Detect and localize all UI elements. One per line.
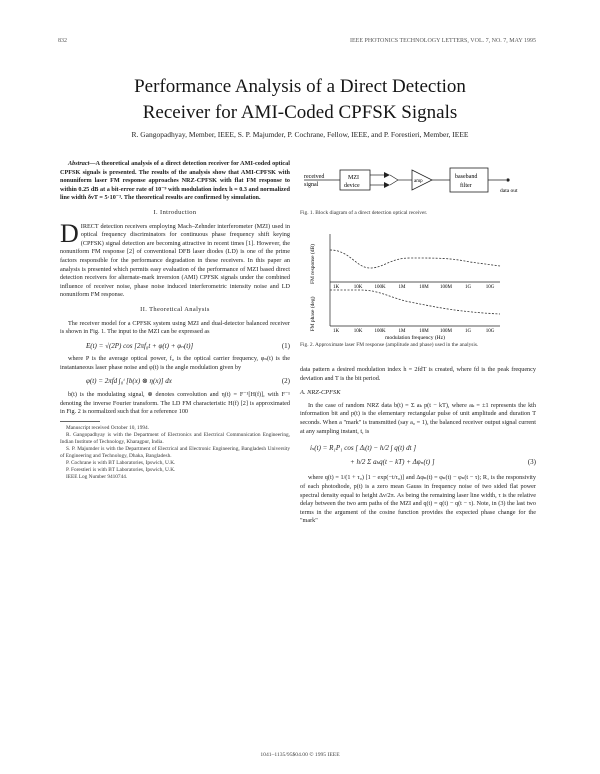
lower-tick-label: 10M	[419, 329, 429, 334]
upper-tick-label: 1M	[398, 285, 406, 290]
nrz-heading: A. NRZ-CPFSK	[300, 389, 341, 397]
equation-3-line-1	[300, 444, 536, 453]
theory-paragraph-3: b(t) is the modulating signal, ⊗ denotes convolution and η(t) = F⁻¹[H(f)], with F⁻¹ denoting the inverse Fourier transform. The LD FM characteristic H(f) [2] is approximated in Fig. 2 is normalized such that for a reference 100	[60, 391, 290, 416]
upper-tick-label: 10K	[353, 285, 363, 290]
upper-tick-label: 100M	[440, 285, 452, 290]
fm-response-plot	[300, 228, 540, 340]
footnote-rule	[60, 421, 100, 422]
right-column	[300, 366, 536, 529]
right-paragraph-2: In the case of random NRZ data b(t) = Σ aₖ p(t − kT), where aₖ = ±1 represents the kth information bit and p(t) is the elementary rectangular pulse of unit amplitude and duration T seconds. When a "mark" is transmitted (say a₀ = 1), the balanced receiver output signal current at any sampling instant, t, is	[300, 401, 536, 435]
filter-label-1: baseband	[455, 174, 478, 180]
theory-paragraph-1: The receiver model for a CPFSK system using MZI and dual-detector balanced receiver is shown in Fig. 1. The input to the MZI can be expressed as	[60, 319, 290, 336]
paper-title	[60, 74, 540, 126]
lower-tick-label: 1K	[332, 329, 340, 334]
running-header: IEEE PHOTONICS TECHNOLOGY LETTERS, VOL. 7, NO. 7, MAY 1995	[350, 38, 536, 44]
output-node	[506, 178, 509, 181]
upper-tick-label: 10M	[419, 285, 429, 290]
upper-tick-label: 10G	[485, 285, 495, 290]
y-axis-label-top: FM response (dB)	[310, 243, 316, 285]
fm-phase-curve	[330, 290, 500, 314]
equation-3-body-1: iₛ(t) = R₁P₁ cos [ Δᵢ(t) − h/2 ∫ q(t) dt ]	[310, 444, 417, 453]
equation-3-line-2	[300, 458, 536, 467]
photodiode-upper-icon	[384, 172, 390, 178]
figure-2-caption: Fig. 2. Approximate laser FM response (amplitude and phase) used in the analysis.	[300, 342, 479, 348]
fm-amplitude-curve	[330, 250, 500, 268]
intro-heading: I. Introduction	[153, 208, 197, 216]
intro-paragraph	[60, 218, 290, 300]
mzi-label-2: device	[344, 183, 360, 189]
combine-line-upper	[390, 175, 398, 180]
photodiode-lower-icon	[384, 182, 390, 188]
intro-text: IRECT detection receivers employing Mach–Zehnder interferometer (MZI) used in optical frequency discriminators for continuous phase frequency shift keying (CPFSK) signal detection are becoming attractive in recent times [1]. However, the nonuniform FM response [2] of conventional DFB laser diodes (LD) is one of the prime factors responsible for the performance degradation in these receivers. In this paper an analysis is presented which permits easy evaluation of the performance of MZI based direct detection receivers for alternate-mark inversion (AMI) CPFSK signals under the combined influence of receiver noise, phase noise induced interferometric intensity noise and LD nonuniform FM response.	[60, 222, 290, 299]
equation-1-body: E(t) = √(2P) cos [2πf₀t + φ(t) + φₙ(t)]	[86, 341, 194, 350]
footnote: S. P. Majumder is with the Department of Electrical and Electronic Engineering, Bangladesh University of Engineering and Technology, Dhaka, Bangladesh.	[60, 445, 290, 459]
abstract-label: Abstract—	[68, 160, 96, 167]
author-list: R. Gangopadhyay, Member, IEEE, S. P. Majumder, P. Cochrane, Fellow, IEEE, and P. Forestieri, Member, IEEE	[131, 130, 469, 139]
footnote: IEEE Log Number 9410744.	[66, 473, 128, 480]
lower-tick-label: 1M	[398, 329, 406, 334]
equation-2-body: φ(t) = 2πfd ∫₀ᵗ [b(x) ⊗ η(x)] dx	[86, 377, 172, 386]
equation-3-number: (3)	[527, 457, 536, 466]
left-column	[60, 160, 290, 481]
equation-1	[60, 342, 290, 351]
combine-line-lower	[390, 180, 398, 185]
lower-tick-label: 100K	[374, 329, 386, 334]
footnote: P. Cochrane is with BT Laboratories, Ipswich, U.K.	[66, 459, 176, 466]
y-axis-label-bottom: FM phase (deg)	[310, 296, 316, 332]
footnote: R. Gangopadhyay is with the Department of Electronics and Electrical Communication Engineering, Indian Institute of Technology, Kharagpur, India.	[60, 431, 290, 445]
theory-heading: II. Theoretical Analysis	[140, 305, 210, 313]
x-axis-label: modulation frequency (Hz)	[385, 335, 445, 340]
theory-paragraph-2: where P is the average optical power, f₀ is the optical carrier frequency, φₙ(t) is the instantaneous laser phase noise and φ(t) is the angle modulation given by	[60, 355, 290, 371]
figure-1-caption: Fig. 1. Block diagram of a direct detection optical receiver.	[300, 210, 428, 216]
equation-2-number: (2)	[281, 377, 290, 386]
upper-tick-label: 1K	[332, 285, 340, 290]
drop-cap: D	[60, 218, 79, 248]
mzi-label-1: MZI	[348, 175, 359, 181]
right-paragraph-1: data pattern a desired modulation index h = 2fdT is created, where fd is the peak frequency deviation and T is the bit period.	[300, 366, 536, 382]
right-paragraph-3: where q(t) = 1/(1 + τ₀) [1 − exp(−t/τ₀)] and Δφₙ(t) = φₙ(t) − φₙ(t − τ); R₁ is the responsivity of each photodiode, p(t) is a zero mean Gauss in frequency noise of two sided flat power spectral density equal to height Δν/2π. As being the remaining laser line width, τ is the relative delay between the two arm paths of the MZI and q(t) = q(t) − q(t − τ). Note, in (3) the last two terms in the argument of the cosine function provides the expected phase change for the "mark"	[300, 474, 536, 525]
footnote: Manuscript received October 10, 1994.	[66, 424, 149, 431]
filter-label-2: filter	[460, 183, 472, 189]
equation-3-body-2: + h/2 Σ aₖq(t − kT) + Δφₙ(t) ]	[350, 457, 435, 466]
amp-label: amp	[414, 179, 423, 184]
input-label-2: signal	[304, 182, 319, 188]
lower-tick-label: 10G	[485, 329, 495, 334]
footnote: P. Forestieri is with BT Laboratories, Ipswich, U.K.	[66, 466, 176, 473]
input-label-1: received	[304, 174, 325, 180]
lower-tick-label: 100M	[440, 329, 452, 334]
upper-tick-label: 100K	[374, 285, 386, 290]
title-line-2: Receiver for AMI-Coded CPFSK Signals	[142, 102, 458, 123]
lower-tick-label: 10K	[353, 329, 363, 334]
page-number: 832	[58, 38, 67, 44]
abstract-text: A theoretical analysis of a direct detection receiver for AMI-coded optical CPFSK signals is presented. The results of the analysis show that AMI-CPFSK with nonuniform laser FM response approaches NRZ-CPFSK with flat FM response to within 0.25 dB at a bit-error rate of 10⁻⁹ with modulation index h = 0.3 and normalized line width δνT = 5·10⁻³. The theoretical results are confirmed by simulation.	[60, 160, 290, 202]
abstract	[60, 160, 290, 203]
footnotes	[60, 425, 290, 481]
block-diagram	[300, 158, 540, 208]
equation-1-number: (1)	[281, 341, 290, 350]
upper-tick-label: 1G	[464, 285, 472, 290]
copyright-footer: 1041–1135/95$04.00 © 1995 IEEE	[260, 752, 340, 758]
lower-tick-label: 1G	[464, 329, 472, 334]
equation-2	[60, 377, 290, 386]
output-label: data out	[500, 188, 518, 194]
title-line-1: Performance Analysis of a Direct Detection	[134, 76, 466, 97]
